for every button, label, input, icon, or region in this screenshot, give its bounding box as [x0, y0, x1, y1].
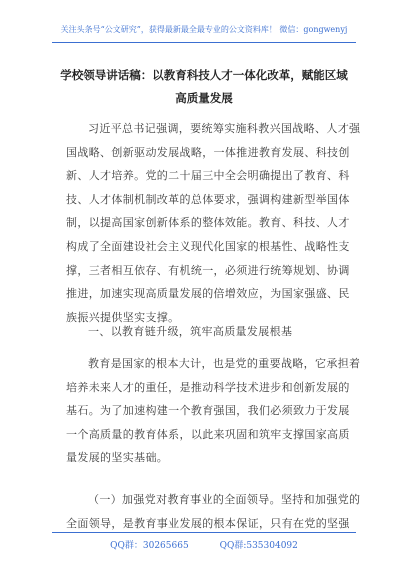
- section-heading: [66, 320, 342, 344]
- text-line: 教育是国家的根本大计，也是党的重要战略，它承担着: [88, 357, 361, 370]
- paragraph-leadership: [66, 488, 361, 535]
- text-line: 新、人才培养。党的二十届三中全会明确提出了教育、科: [66, 169, 350, 183]
- text-line: 国战略、创新驱动发展战略，一体推进教育发展、科技创: [66, 145, 350, 159]
- paragraph-education: [66, 352, 361, 470]
- text-line: 族振兴提供坚实支撑。: [66, 310, 180, 324]
- header-rule: [52, 42, 356, 43]
- text-line: 制，以提高国家创新体系的整体效能。教育、科技、人才: [66, 216, 350, 230]
- text-line: 一个高质量的教育体系，以此来巩固和筑牢支撑国家高质: [66, 427, 350, 441]
- footer-qq-group-1: QQ群：30265665: [110, 541, 189, 551]
- title-line: 学校领导讲话稿：以教育科技人才一体化改革，赋能区域: [60, 68, 348, 82]
- text-line: 技、人才体制机制改革的总体要求，强调构建新型举国体: [66, 192, 350, 206]
- footer-rule: [52, 532, 356, 533]
- text-line: 习近平总书记强调，要统筹实施科教兴国战略、人才强: [88, 122, 361, 135]
- heading-line: 一、以教育链升级，筑牢高质量发展根基: [88, 325, 293, 338]
- text-line: 构成了全面建设社会主义现代化国家的根基性、战略性支: [66, 239, 350, 253]
- footer-qq-group-2: QQ群:535304092: [219, 541, 298, 551]
- text-line: 基石。为了加速构建一个教育强国，我们必须致力于发展: [66, 404, 350, 418]
- text-line: 推进，加速实现高质量发展的倍增效应，为国家强盛、民: [66, 287, 350, 301]
- header-banner: 关注头条号“公文研究”，获得最新最全最专业的公文资料库！ 微信：gongwenyj: [60, 25, 348, 34]
- text-line: （一）加强党对教育事业的全面领导。坚持和加强党的: [88, 493, 361, 506]
- text-line: 撑，三者相互依存、有机统一，必须进行统筹规划、协调: [66, 263, 350, 277]
- title-line: 高质量发展: [175, 91, 233, 105]
- text-line: 全面领导，是教育事业发展的根本保证，只有在党的坚强: [66, 516, 350, 530]
- footer: [0, 538, 408, 551]
- document-title: [40, 64, 368, 110]
- text-line: 量发展的坚实基础。: [66, 451, 169, 465]
- paragraph-intro: [66, 117, 361, 329]
- text-line: 培养未来人才的重任，是推动科学技术进步和创新发展的: [66, 380, 350, 394]
